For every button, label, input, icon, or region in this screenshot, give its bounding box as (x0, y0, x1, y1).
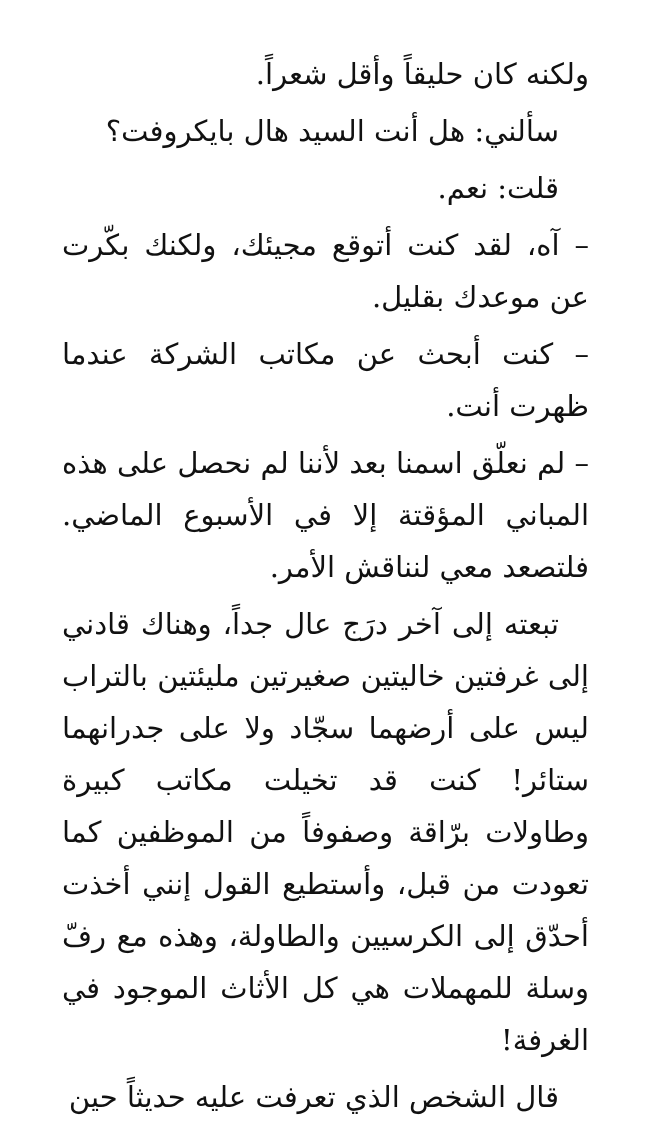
paragraph-2: سألني: هل أنت السيد هال بايكروفت؟ (105, 114, 559, 148)
paragraph-6: – لم نعلّق اسمنا بعد لأننا لم نحصل على هذه المباني المؤقتة إلا في الأسبوع الماضي. فلتصعد معي لنناقش الأمر. (62, 446, 589, 584)
paragraph-3: قلت: نعم. (437, 171, 559, 205)
paragraph-7: تبعته إلى آخر درَج عال جداً، وهناك قادني إلى غرفتين خاليتين صغيرتين مليئتين بالتراب ليس على أرضهما سجّاد ولا على جدرانهما ستائر! كنت قد تخيلت مكاتب كبيرة وطاولات برّاقة وصفوفاً من الموظفين كما تعودت من قبل، وأستطيع القول إنني أخذت أحدّق إلى الكرسيين والطاولة، وهذه مع رفّ وسلة للمهملات هي كل الأثاث الموجود في الغرفة! (62, 607, 589, 1057)
paragraph-8: قال الشخص الذي تعرفت عليه حديثاً حين (68, 1080, 559, 1114)
paragraph-1: ولكنه كان حليقاً وأقل شعراً. (255, 57, 589, 91)
paragraph-5: – كنت أبحث عن مكاتب الشركة عندما ظهرت أنت. (62, 337, 589, 423)
paragraph-4: – آه، لقد كنت أتوقع مجيئك، ولكنك بكّرت عن موعدك بقليل. (62, 228, 589, 314)
book-page (62, 48, 589, 1128)
